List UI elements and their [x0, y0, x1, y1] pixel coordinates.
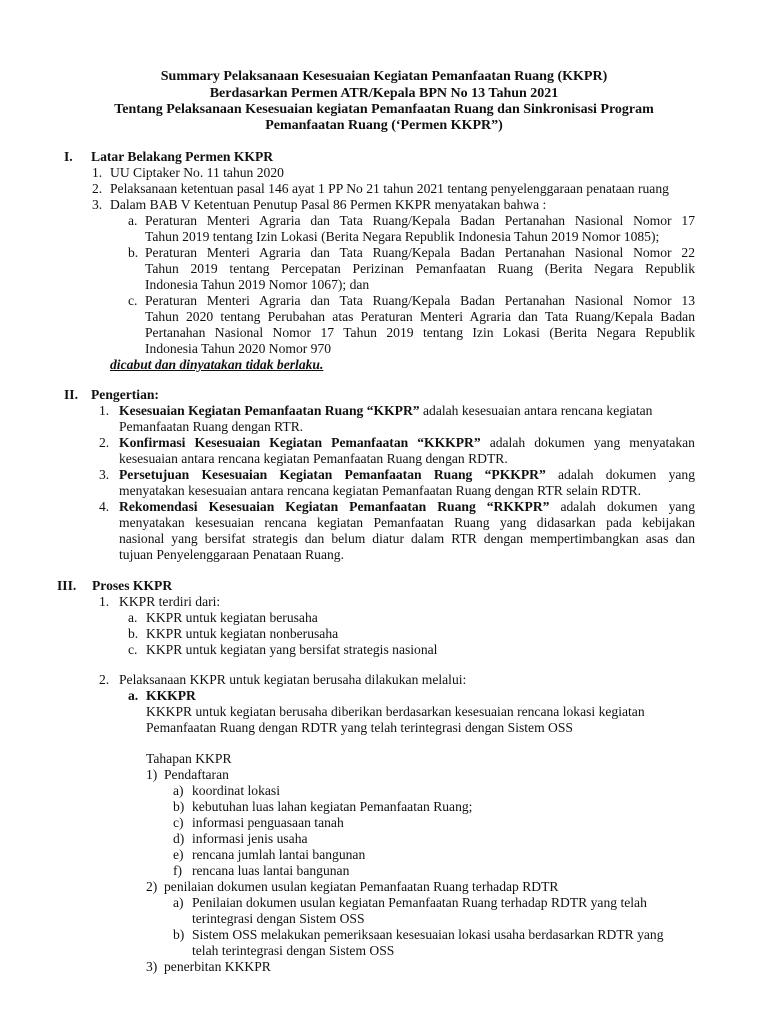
section-number: II. [64, 387, 78, 402]
stage-number: 3) [146, 959, 158, 974]
section-heading: Pengertian: [91, 387, 159, 402]
stage-number: 2) [146, 879, 158, 894]
sub-list-item: KKPR untuk kegiatan berusaha [146, 610, 318, 625]
definition-line [119, 403, 652, 419]
stage-sub-item: telah terintegrasi dengan Sistem OSS [192, 943, 395, 958]
definition-line: kesesuaian antara rencana kegiatan Pemanfaatan Ruang dengan RDTR. [119, 451, 508, 466]
stage-sub-letter: d) [173, 831, 185, 846]
stage-sub-letter: e) [173, 847, 184, 862]
sub-list-line: Peraturan Menteri Agraria dan Tata Ruang/Kepala Badan Pertanahan Nasional Nomor 17 [145, 213, 695, 228]
definition-line [119, 467, 695, 483]
sub-list-line: Indonesia Tahun 2019 Nomor 1067); dan [145, 277, 370, 292]
definition-text: adalah dokumen yang menyatakan [480, 435, 695, 450]
sub-list-line: Tahun 2020 tentang Perubahan atas Peraturan Menteri Agraria dan Tata Ruang/Kepala Badan [145, 309, 695, 324]
stage-label: Pendaftaran [164, 767, 229, 782]
list-item: UU Ciptaker No. 11 tahun 2020 [110, 165, 284, 180]
definition-line: menyatakan kesesuaian antara rencana kegiatan Pemanfaatan Ruang dengan RTR selain RDTR. [119, 483, 641, 498]
sub-list-line: Indonesia Tahun 2020 Nomor 970 [145, 341, 332, 356]
sub-list-line: Peraturan Menteri Agraria dan Tata Ruang/Kepala Badan Pertanahan Nasional Nomor 22 [145, 245, 695, 260]
stage-sub-letter: a) [173, 895, 184, 910]
sub-list-letter: b. [128, 626, 139, 641]
definition-text: adalah dokumen yang [545, 467, 695, 482]
section-number: I. [64, 149, 73, 164]
sub-list-line: Peraturan Menteri Agraria dan Tata Ruang/Kepala Badan Pertanahan Nasional Nomor 13 [145, 293, 695, 308]
definition-term: Persetujuan Kesesuaian Kegiatan Pemanfaatan Ruang “PKKPR” [119, 467, 546, 482]
stage-sub-item: informasi jenis usaha [192, 831, 308, 846]
definition-term: Kesesuaian Kegiatan Pemanfaatan Ruang “KKPR” [119, 403, 420, 418]
stage-sub-letter: c) [173, 815, 184, 830]
definition-text: adalah dokumen yang [549, 499, 695, 514]
stage-sub-letter: a) [173, 783, 184, 798]
stage-sub-item: koordinat lokasi [192, 783, 280, 798]
stage-sub-item: Penilaian dokumen usulan kegiatan Pemanfaatan Ruang terhadap RDTR yang telah [192, 895, 647, 910]
section-heading: Proses KKPR [92, 578, 173, 593]
sub-list-line: Pertanahan Nasional Nomor 17 Tahun 2019 tentang Izin Lokasi (Berita Negara Republik [145, 325, 695, 340]
stage-sub-letter: b) [173, 927, 185, 942]
definition-line: menyatakan kesesuaian rencana kegiatan Pemanfaatan Ruang yang didasarkan pada kebijakan [119, 515, 695, 530]
stage-sub-item: informasi penguasaan tanah [192, 815, 344, 830]
stage-sub-item: rencana jumlah lantai bangunan [192, 847, 366, 862]
list-item: KKPR terdiri dari: [119, 594, 221, 609]
definition-term: Rekomendasi Kesesuaian Kegiatan Pemanfaatan Ruang “RKKPR” [119, 499, 550, 514]
list-number: 2. [99, 672, 110, 687]
list-number: 2. [99, 435, 110, 450]
stage-label: penilaian dokumen usulan kegiatan Pemanfaatan Ruang terhadap RDTR [164, 879, 559, 894]
stage-number: 1) [146, 767, 158, 782]
stage-sub-item: Sistem OSS melakukan pemeriksaan kesesuaian lokasi usaha berdasarkan RDTR yang [192, 927, 664, 942]
definition-line: tujuan Penyelenggaraan Penataan Ruang. [119, 547, 344, 562]
stage-sub-letter: f) [173, 863, 183, 878]
list-number: 3. [99, 467, 110, 482]
list-item: Pelaksanaan KKPR untuk kegiatan berusaha dilakukan melalui: [119, 672, 467, 687]
list-number: 1. [92, 165, 103, 180]
definition-term: Konfirmasi Kesesuaian Kegiatan Pemanfaatan “KKKPR” [119, 435, 481, 450]
list-number: 4. [99, 499, 110, 514]
definition-text: adalah kesesuaian antara rencana kegiatan [419, 403, 653, 418]
list-number: 1. [99, 403, 110, 418]
stage-sub-letter: b) [173, 799, 185, 814]
subsection-heading: KKKPR [146, 688, 196, 703]
sub-list-item: KKPR untuk kegiatan nonberusaha [146, 626, 339, 641]
sub-list-line: Tahun 2019 tentang Izin Lokasi (Berita Negara Republik Indonesia Tahun 2019 Nomor 1085); [145, 229, 660, 244]
sub-list-letter: a. [128, 213, 138, 228]
sub-list-letter: b. [128, 245, 139, 260]
section-heading: Latar Belakang Permen KKPR [91, 149, 274, 164]
paragraph-line: Pemanfaatan Ruang dengan RDTR yang telah terintegrasi dengan Sistem OSS [146, 720, 573, 735]
stage-sub-item: terintegrasi dengan Sistem OSS [192, 911, 365, 926]
doc-title-line-4: Pemanfaatan Ruang (‘Permen KKPR”) [265, 118, 503, 133]
stage-sub-item: kebutuhan luas lahan kegiatan Pemanfaatan Ruang; [192, 799, 473, 814]
sub-list-letter: a. [128, 688, 139, 703]
sub-list-line: Tahun 2019 tentang Percepatan Perizinan Pemanfaatan Ruang (Berita Negara Republik [145, 261, 695, 276]
list-item: Dalam BAB V Ketentuan Penutup Pasal 86 Permen KKPR menyatakan bahwa : [110, 197, 547, 212]
sub-list-letter: c. [128, 293, 138, 308]
stage-sub-item: rencana luas lantai bangunan [192, 863, 350, 878]
revoked-note: dicabut dan dinyatakan tidak berlaku. [110, 357, 324, 372]
paragraph-line: KKKPR untuk kegiatan berusaha diberikan berdasarkan kesesuaian rencana lokasi kegiatan [146, 704, 645, 719]
definition-line: nasional yang bersifat strategis dan belum diatur dalam RTR dengan mempertimbangkan asas dan [119, 531, 695, 546]
definition-line [119, 499, 695, 515]
list-number: 3. [92, 197, 103, 212]
list-number: 1. [99, 594, 110, 609]
doc-title-line-2: Berdasarkan Permen ATR/Kepala BPN No 13 Tahun 2021 [209, 86, 559, 101]
stage-label: penerbitan KKKPR [164, 959, 271, 974]
sub-list-letter: c. [128, 642, 138, 657]
definition-line: Pemanfaatan Ruang dengan RTR. [119, 419, 304, 434]
section-number: III. [57, 578, 77, 593]
definition-line [119, 435, 695, 451]
list-item: Pelaksanaan ketentuan pasal 146 ayat 1 PP No 21 tahun 2021 tentang penyelenggaraan penataan ruang [110, 181, 669, 196]
stages-title: Tahapan KKPR [146, 751, 232, 766]
sub-list-letter: a. [128, 610, 138, 625]
sub-list-item: KKPR untuk kegiatan yang bersifat strategis nasional [146, 642, 438, 657]
list-number: 2. [92, 181, 103, 196]
doc-title-line-1: Summary Pelaksanaan Kesesuaian Kegiatan Pemanfaatan Ruang (KKPR) [160, 69, 608, 84]
doc-title-line-3: Tentang Pelaksanaan Kesesuaian kegiatan Pemanfaatan Ruang dan Sinkronisasi Program [114, 102, 654, 117]
